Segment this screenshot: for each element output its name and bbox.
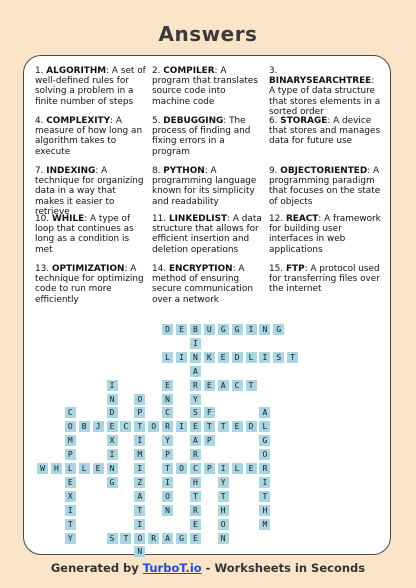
clue-definition: A device that stores and manages data for future use [269, 116, 381, 147]
clue-8: 8. PYTHON: A programming language known for its simplicity and readability [152, 166, 257, 207]
grid-cell: A [259, 407, 270, 418]
grid-cell: T [287, 352, 298, 363]
clue-answer: LINKEDLIST [168, 214, 228, 224]
grid-cell: H [190, 477, 201, 488]
grid-cell: T [134, 421, 145, 432]
grid-cell: D [107, 407, 118, 418]
grid-cell: E [162, 380, 173, 391]
grid-cell: T [162, 463, 173, 474]
clue-number: 12. [269, 214, 284, 224]
grid-cell: E [190, 533, 201, 544]
grid-cell: I [162, 477, 173, 488]
grid-cell: B [79, 421, 90, 432]
grid-cell: I [176, 421, 187, 432]
grid-cell: M [65, 435, 76, 446]
grid-cell: I [259, 477, 270, 488]
grid-cell: G [273, 324, 284, 335]
clue-9: 9. OBJECTORIENTED: A programming paradigm that focuses on the state of objects [269, 166, 381, 207]
clue-answer: STORAGE [280, 116, 328, 126]
grid-cell: A [134, 491, 145, 502]
clue-number: 3. [269, 66, 278, 76]
clue-definition: A technique for optimizing code to run more efficiently [35, 264, 144, 305]
clue-answer: INDEXING [46, 166, 96, 176]
grid-cell: R [190, 505, 201, 516]
grid-cell: D [162, 324, 173, 335]
clue-answer: BINARYSEARCHTREE [269, 76, 372, 87]
grid-cell: N [107, 394, 118, 405]
grid-cell: E [190, 519, 201, 530]
grid-cell: T [65, 519, 76, 530]
grid-cell: X [107, 435, 118, 446]
grid-cell: Y [65, 533, 76, 544]
grid-cell: P [65, 449, 76, 460]
clue-2: 2. COMPILER: A program that translates source code into machine code [152, 66, 258, 107]
grid-cell: O [65, 421, 76, 432]
grid-cell: L [259, 421, 270, 432]
clue-1: 1. ALGORITHM: A set of well-defined rules for solving a problem in a finite number of steps [35, 66, 146, 107]
grid-cell: O [176, 463, 187, 474]
grid-cell: G [218, 324, 229, 335]
grid-cell: A [190, 435, 201, 446]
grid-cell: R [259, 463, 270, 474]
clue-definition: A protocol used for transferring files over the internet [269, 264, 380, 295]
grid-cell: N [259, 324, 270, 335]
grid-cell: L [232, 463, 243, 474]
grid-cell: I [134, 463, 145, 474]
grid-cell: I [259, 352, 270, 363]
grid-cell: P [204, 463, 215, 474]
clue-number: 7. [35, 166, 44, 176]
grid-cell: A [218, 380, 229, 391]
clue-definition: A method of ensuring secure communication over a network [152, 264, 253, 305]
grid-cell: P [204, 435, 215, 446]
clue-number: 11. [152, 214, 167, 224]
grid-cell: T [134, 505, 145, 516]
grid-cell: H [51, 463, 62, 474]
grid-cell: P [162, 449, 173, 460]
clue-answer: COMPILER [163, 66, 215, 76]
grid-cell: I [190, 338, 201, 349]
grid-cell: R [148, 533, 159, 544]
grid-cell: C [232, 380, 243, 391]
grid-cell: I [107, 380, 118, 391]
clue-answer: REACT [285, 214, 319, 224]
clue-15: 15. FTP: A protocol used for transferring files over the internet [269, 264, 380, 295]
grid-cell: T [218, 491, 229, 502]
clue-number: 1. [35, 66, 44, 76]
clue-definition: A framework for building user interfaces in web applications [269, 214, 381, 255]
clue-definition: A programming language known for its simplicity and readability [152, 166, 257, 207]
grid-cell: N [218, 533, 229, 544]
grid-cell: U [204, 324, 215, 335]
grid-cell: T [246, 380, 257, 391]
clue-answer: DEBUGGING [163, 116, 224, 126]
clue-7: 7. INDEXING: A technique for organizing data in a way that makes it easier to retrieve [35, 166, 144, 217]
grid-cell: F [204, 407, 215, 418]
grid-cell: H [259, 505, 270, 516]
grid-cell: R [190, 380, 201, 391]
clue-answer: OPTIMIZATION [51, 264, 125, 274]
clue-13: 13. OPTIMIZATION: A technique for optimizing code to run more efficiently [35, 264, 144, 305]
grid-cell: K [204, 352, 215, 363]
clue-answer: COMPLEXITY [46, 116, 111, 126]
grid-cell: E [176, 324, 187, 335]
grid-cell: W [37, 463, 48, 474]
clue-12: 12. REACT: A framework for building user interfaces in web applications [269, 214, 381, 255]
grid-cell: E [246, 463, 257, 474]
grid-cell: I [176, 352, 187, 363]
clue-number: 5. [152, 116, 161, 126]
page-title: Answers [158, 22, 258, 46]
grid-cell: Y [162, 435, 173, 446]
clue-answer: PYTHON [163, 166, 205, 176]
grid-cell: D [232, 352, 243, 363]
grid-cell: O [162, 491, 173, 502]
answers-card [23, 55, 391, 555]
grid-cell: I [218, 463, 229, 474]
clue-answer: OBJECTORIENTED [280, 166, 368, 176]
grid-cell: S [107, 533, 118, 544]
grid-cell: E [65, 477, 76, 488]
grid-cell: G [259, 435, 270, 446]
grid-cell: O [134, 533, 145, 544]
grid-cell: M [259, 519, 270, 530]
clue-number: 2. [152, 66, 161, 76]
grid-cell: I [107, 449, 118, 460]
grid-cell: N [162, 394, 173, 405]
grid-cell: G [176, 533, 187, 544]
grid-cell: T [204, 421, 215, 432]
grid-cell: E [190, 421, 201, 432]
grid-cell: C [120, 421, 131, 432]
clue-5: 5. DEBUGGING: The process of finding and fixing errors in a program [152, 116, 251, 157]
clue-14: 14. ENCRYPTION: A method of ensuring secure communication over a network [152, 264, 253, 305]
clue-number: 9. [269, 166, 278, 176]
grid-cell: A [162, 533, 173, 544]
grid-cell: L [79, 463, 90, 474]
grid-cell: I [134, 519, 145, 530]
grid-cell: E [232, 421, 243, 432]
grid-cell: R [162, 421, 173, 432]
clue-11: 11. LINKEDLIST: A data structure that allows for efficient insertion and deletion operations [152, 214, 262, 255]
grid-cell: D [246, 421, 257, 432]
footer-prefix: Generated by [50, 561, 143, 575]
grid-cell: E [204, 380, 215, 391]
grid-cell: E [93, 463, 104, 474]
clue-answer: FTP [285, 264, 305, 274]
clue-definition: A set of well-defined rules for solving a problem in a finite number of steps [35, 66, 146, 107]
grid-cell: T [120, 533, 131, 544]
clue-number: 15. [269, 264, 284, 274]
grid-cell: C [190, 463, 201, 474]
clue-number: 8. [152, 166, 161, 176]
footer-suffix: - Worksheets in Seconds [201, 561, 366, 575]
grid-cell: Z [134, 477, 145, 488]
grid-cell: T [190, 491, 201, 502]
grid-cell: P [134, 407, 145, 418]
clue-definition: A program that translates source code into machine code [152, 66, 258, 107]
grid-cell: M [134, 449, 145, 460]
clue-definition: A type of loop that continues as long as a condition is met [35, 214, 134, 255]
clue-10: 10. WHILE: A type of loop that continues as long as a condition is met [35, 214, 134, 255]
turbotio-link[interactable]: TurboT.io [142, 561, 202, 575]
grid-cell: X [65, 491, 76, 502]
grid-cell: N [162, 505, 173, 516]
clue-number: 13. [35, 264, 50, 274]
grid-cell: I [65, 505, 76, 516]
grid-cell: H [218, 505, 229, 516]
grid-cell: O [259, 449, 270, 460]
clue-number: 6. [269, 116, 278, 126]
grid-cell: G [232, 324, 243, 335]
grid-cell: L [162, 352, 173, 363]
clue-number: 10. [35, 214, 50, 224]
grid-cell: R [190, 449, 201, 460]
clue-4: 4. COMPLEXITY: A measure of how long an algorithm takes to execute [35, 116, 143, 157]
clue-definition: A technique for organizing data in a way that makes it easier to retrieve [35, 166, 144, 217]
clue-definition: The process of finding and fixing errors in a program [152, 116, 251, 157]
grid-cell: N [134, 546, 145, 557]
grid-cell: O [218, 519, 229, 530]
grid-cell: J [93, 421, 104, 432]
footer [0, 561, 416, 575]
clue-answer: ENCRYPTION [168, 264, 233, 274]
grid-cell: O [134, 394, 145, 405]
grid-cell: N [107, 463, 118, 474]
grid-cell: C [162, 407, 173, 418]
clue-definition: A programming paradigm that focuses on the state of objects [269, 166, 381, 207]
grid-cell: O [148, 421, 159, 432]
grid-cell: E [218, 352, 229, 363]
clue-definition: A type of data structure that stores elements in a sorted order [269, 86, 381, 117]
grid-cell: A [190, 366, 201, 377]
grid-cell: I [246, 324, 257, 335]
grid-cell: S [190, 407, 201, 418]
grid-cell: N [190, 352, 201, 363]
clue-6: 6. STORAGE: A device that stores and manages data for future use [269, 116, 381, 147]
clue-3: 3. BINARYSEARCHTREE: A type of data structure that stores elements in a sorted order [269, 66, 381, 117]
grid-cell: C [65, 407, 76, 418]
clue-number: 4. [35, 116, 44, 126]
grid-cell: E [107, 421, 118, 432]
grid-cell: G [107, 477, 118, 488]
clue-definition: A measure of how long an algorithm takes to execute [35, 116, 143, 157]
grid-cell: L [246, 352, 257, 363]
grid-cell: T [218, 421, 229, 432]
clue-answer: WHILE [51, 214, 85, 224]
clue-definition: A data structure that allows for efficient insertion and deletion operations [152, 214, 262, 255]
grid-cell: Y [218, 477, 229, 488]
clue-answer: ALGORITHM [46, 66, 107, 76]
grid-cell: S [273, 352, 284, 363]
grid-cell: B [190, 324, 201, 335]
grid-cell: T [259, 491, 270, 502]
clue-number: 14. [152, 264, 167, 274]
grid-cell: Y [190, 394, 201, 405]
grid-cell: L [65, 463, 76, 474]
grid-cell: I [134, 435, 145, 446]
